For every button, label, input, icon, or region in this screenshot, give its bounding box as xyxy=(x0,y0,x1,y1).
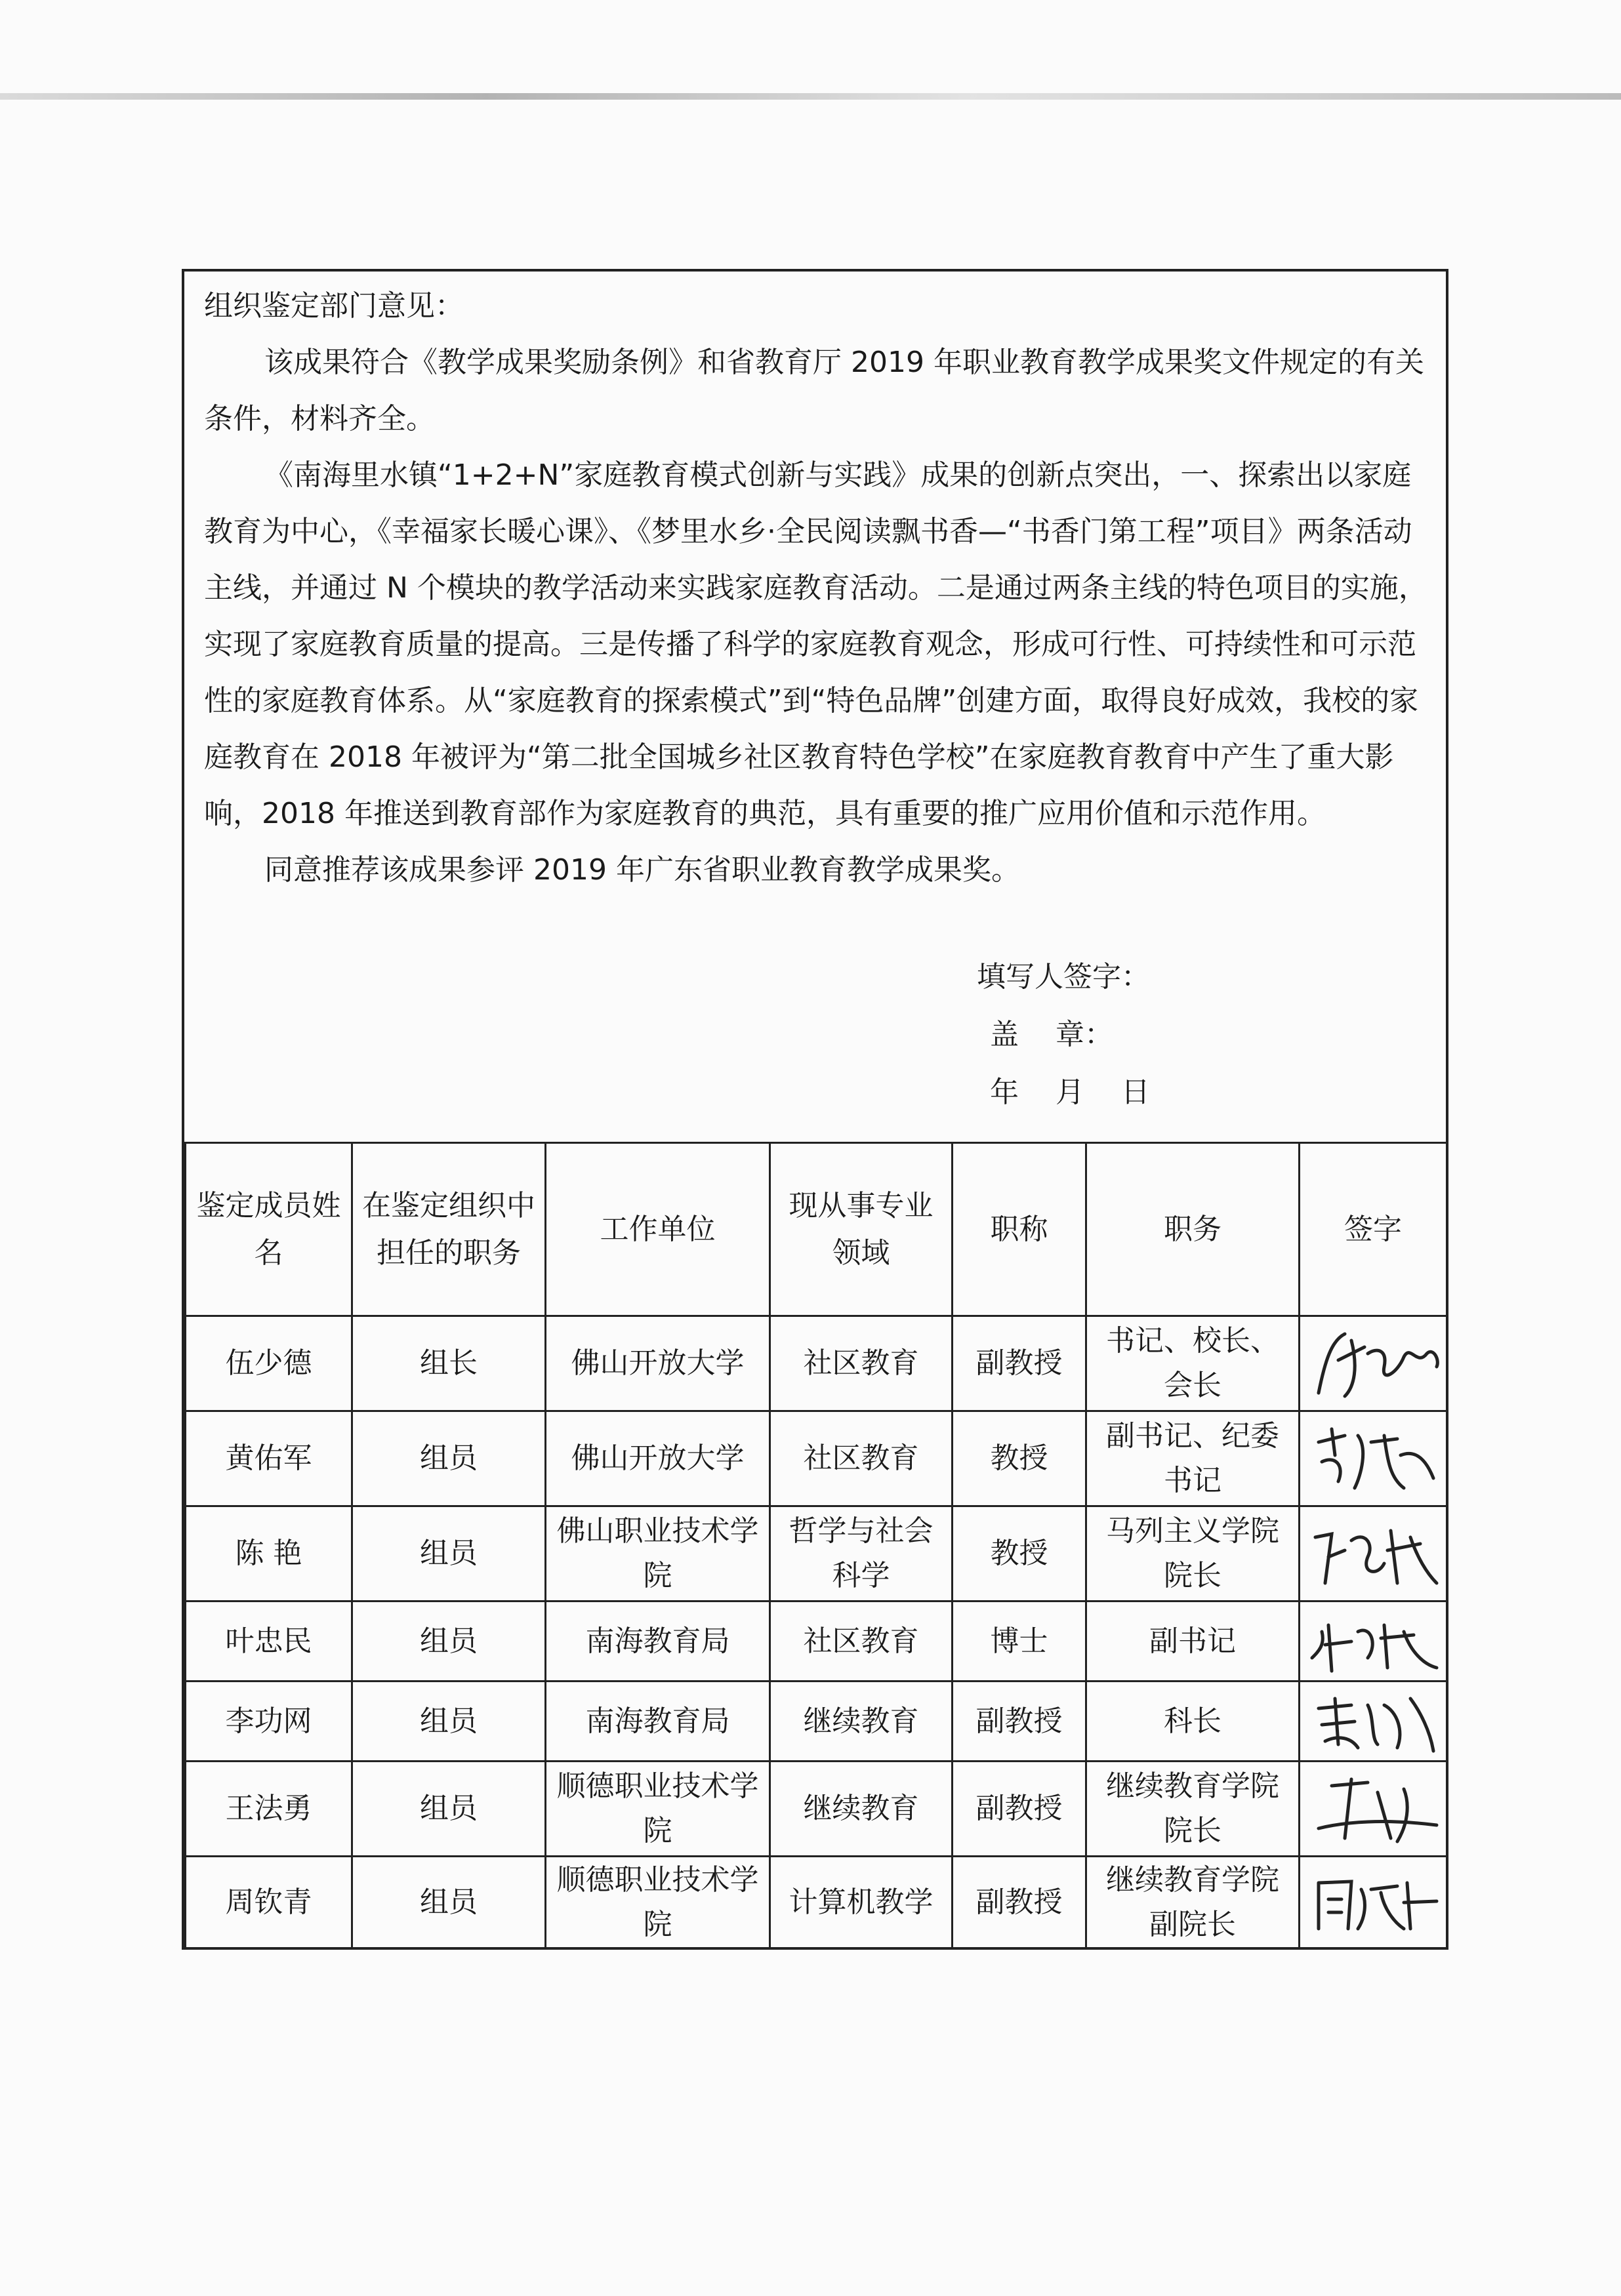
table-row xyxy=(186,1682,1447,1762)
member-post: 继续教育学院院长 xyxy=(1086,1762,1300,1857)
header-post: 职务 xyxy=(1086,1143,1300,1316)
signer-label: 填写人签字： xyxy=(977,960,1150,994)
member-role: 组员 xyxy=(352,1762,546,1857)
header-field: 现从事专业领域 xyxy=(770,1143,953,1316)
member-field: 社区教育 xyxy=(770,1411,953,1506)
header-name: 鉴定成员姓名 xyxy=(186,1143,352,1316)
member-name: 叶忠民 xyxy=(186,1601,352,1682)
handwritten-signature-icon xyxy=(1305,1685,1443,1758)
handwritten-signature-icon xyxy=(1305,1605,1443,1678)
member-role: 组员 xyxy=(352,1857,546,1948)
signature-block xyxy=(977,948,1150,1121)
scanner-artifact-line xyxy=(0,93,1621,100)
member-signature xyxy=(1300,1857,1447,1948)
member-role: 组员 xyxy=(352,1411,546,1506)
member-field: 计算机教学 xyxy=(770,1857,953,1948)
member-signature xyxy=(1300,1762,1447,1857)
member-field: 社区教育 xyxy=(770,1316,953,1411)
table-row xyxy=(186,1762,1447,1857)
member-signature xyxy=(1300,1682,1447,1762)
table-row xyxy=(186,1857,1447,1948)
member-unit: 顺德职业技术学院 xyxy=(546,1857,770,1948)
member-name: 黄佑军 xyxy=(186,1411,352,1506)
member-title: 副教授 xyxy=(953,1316,1086,1411)
table-row xyxy=(186,1601,1447,1682)
appraisal-form xyxy=(182,269,1448,1950)
member-title: 副教授 xyxy=(953,1857,1086,1948)
handwritten-signature-icon xyxy=(1305,1863,1443,1942)
seal-label: 盖 章： xyxy=(990,1018,1113,1051)
header-signature: 签字 xyxy=(1300,1143,1447,1316)
opinion-paragraph-1: 该成果符合《教学成果奖励条例》和省教育厅 2019 年职业教育教学成果奖文件规定的有关条件，材料齐全。 xyxy=(204,346,1424,435)
member-title: 副教授 xyxy=(953,1762,1086,1857)
date-label: 年 月 日 xyxy=(990,1076,1150,1109)
member-unit: 佛山职业技术学院 xyxy=(546,1506,770,1601)
opinion-paragraph-2: 《南海里水镇“1+2+N”家庭教育模式创新与实践》成果的创新点突出，一、探索出以家庭教育为中心，《幸福家长暖心课》、《梦里水乡·全民阅读飘书香—“书香门第工程”项目》两条活动主线，并通过 N 个模块的教学活动来实践家庭教育活动。二是通过两条主线的特色项目的实施，实现了家庭教育质量的提高。三是传播了科学的家庭教育观念，形成可行性、可持续性和可示范性的家庭教育体系。从“家庭教育的探索模式”到“特色品牌”创建方面，取得良好成效，我校的家庭教育在 2018 年被评为“第二批全国城乡社区教育特色学校”在家庭教育教育中产生了重大影响，2018 年推送到教育部作为家庭教育的典范，具有重要的推广应用价值和示范作用。 xyxy=(204,458,1427,830)
member-name: 周钦青 xyxy=(186,1857,352,1948)
opinion-heading: 组织鉴定部门意见： xyxy=(204,289,464,323)
member-post: 副书记 xyxy=(1086,1601,1300,1682)
member-unit: 佛山开放大学 xyxy=(546,1411,770,1506)
opinion-section xyxy=(184,272,1446,1142)
members-table xyxy=(184,1142,1448,1949)
member-field: 社区教育 xyxy=(770,1601,953,1682)
member-name: 伍少德 xyxy=(186,1316,352,1411)
member-post: 副书记、纪委书记 xyxy=(1086,1411,1300,1506)
member-unit: 顺德职业技术学院 xyxy=(546,1762,770,1857)
member-post: 书记、校长、会长 xyxy=(1086,1316,1300,1411)
member-title: 博士 xyxy=(953,1601,1086,1682)
member-role: 组员 xyxy=(352,1506,546,1601)
member-role: 组员 xyxy=(352,1601,546,1682)
table-header-row xyxy=(186,1143,1447,1316)
member-name: 陈 艳 xyxy=(186,1506,352,1601)
member-unit: 佛山开放大学 xyxy=(546,1316,770,1411)
member-signature xyxy=(1300,1601,1447,1682)
handwritten-signature-icon xyxy=(1305,1511,1443,1596)
member-post: 科长 xyxy=(1086,1682,1300,1762)
member-post: 马列主义学院院长 xyxy=(1086,1506,1300,1601)
member-signature xyxy=(1300,1411,1447,1506)
header-unit: 工作单位 xyxy=(546,1143,770,1316)
opinion-paragraph-3: 同意推荐该成果参评 2019 年广东省职业教育教学成果奖。 xyxy=(264,853,1020,887)
member-signature xyxy=(1300,1316,1447,1411)
member-unit: 南海教育局 xyxy=(546,1601,770,1682)
member-title: 教授 xyxy=(953,1411,1086,1506)
handwritten-signature-icon xyxy=(1305,1766,1443,1851)
member-title: 教授 xyxy=(953,1506,1086,1601)
member-name: 李功网 xyxy=(186,1682,352,1762)
handwritten-signature-icon xyxy=(1305,1321,1443,1406)
member-name: 王法勇 xyxy=(186,1762,352,1857)
member-post: 继续教育学院副院长 xyxy=(1086,1857,1300,1948)
header-title: 职称 xyxy=(953,1143,1086,1316)
member-signature xyxy=(1300,1506,1447,1601)
member-field: 哲学与社会科学 xyxy=(770,1506,953,1601)
member-title: 副教授 xyxy=(953,1682,1086,1762)
member-unit: 南海教育局 xyxy=(546,1682,770,1762)
member-field: 继续教育 xyxy=(770,1762,953,1857)
member-field: 继续教育 xyxy=(770,1682,953,1762)
member-role: 组员 xyxy=(352,1682,546,1762)
handwritten-signature-icon xyxy=(1305,1416,1443,1501)
header-role: 在鉴定组织中担任的职务 xyxy=(352,1143,546,1316)
table-row xyxy=(186,1316,1447,1411)
table-row xyxy=(186,1506,1447,1601)
member-role: 组长 xyxy=(352,1316,546,1411)
table-row xyxy=(186,1411,1447,1506)
